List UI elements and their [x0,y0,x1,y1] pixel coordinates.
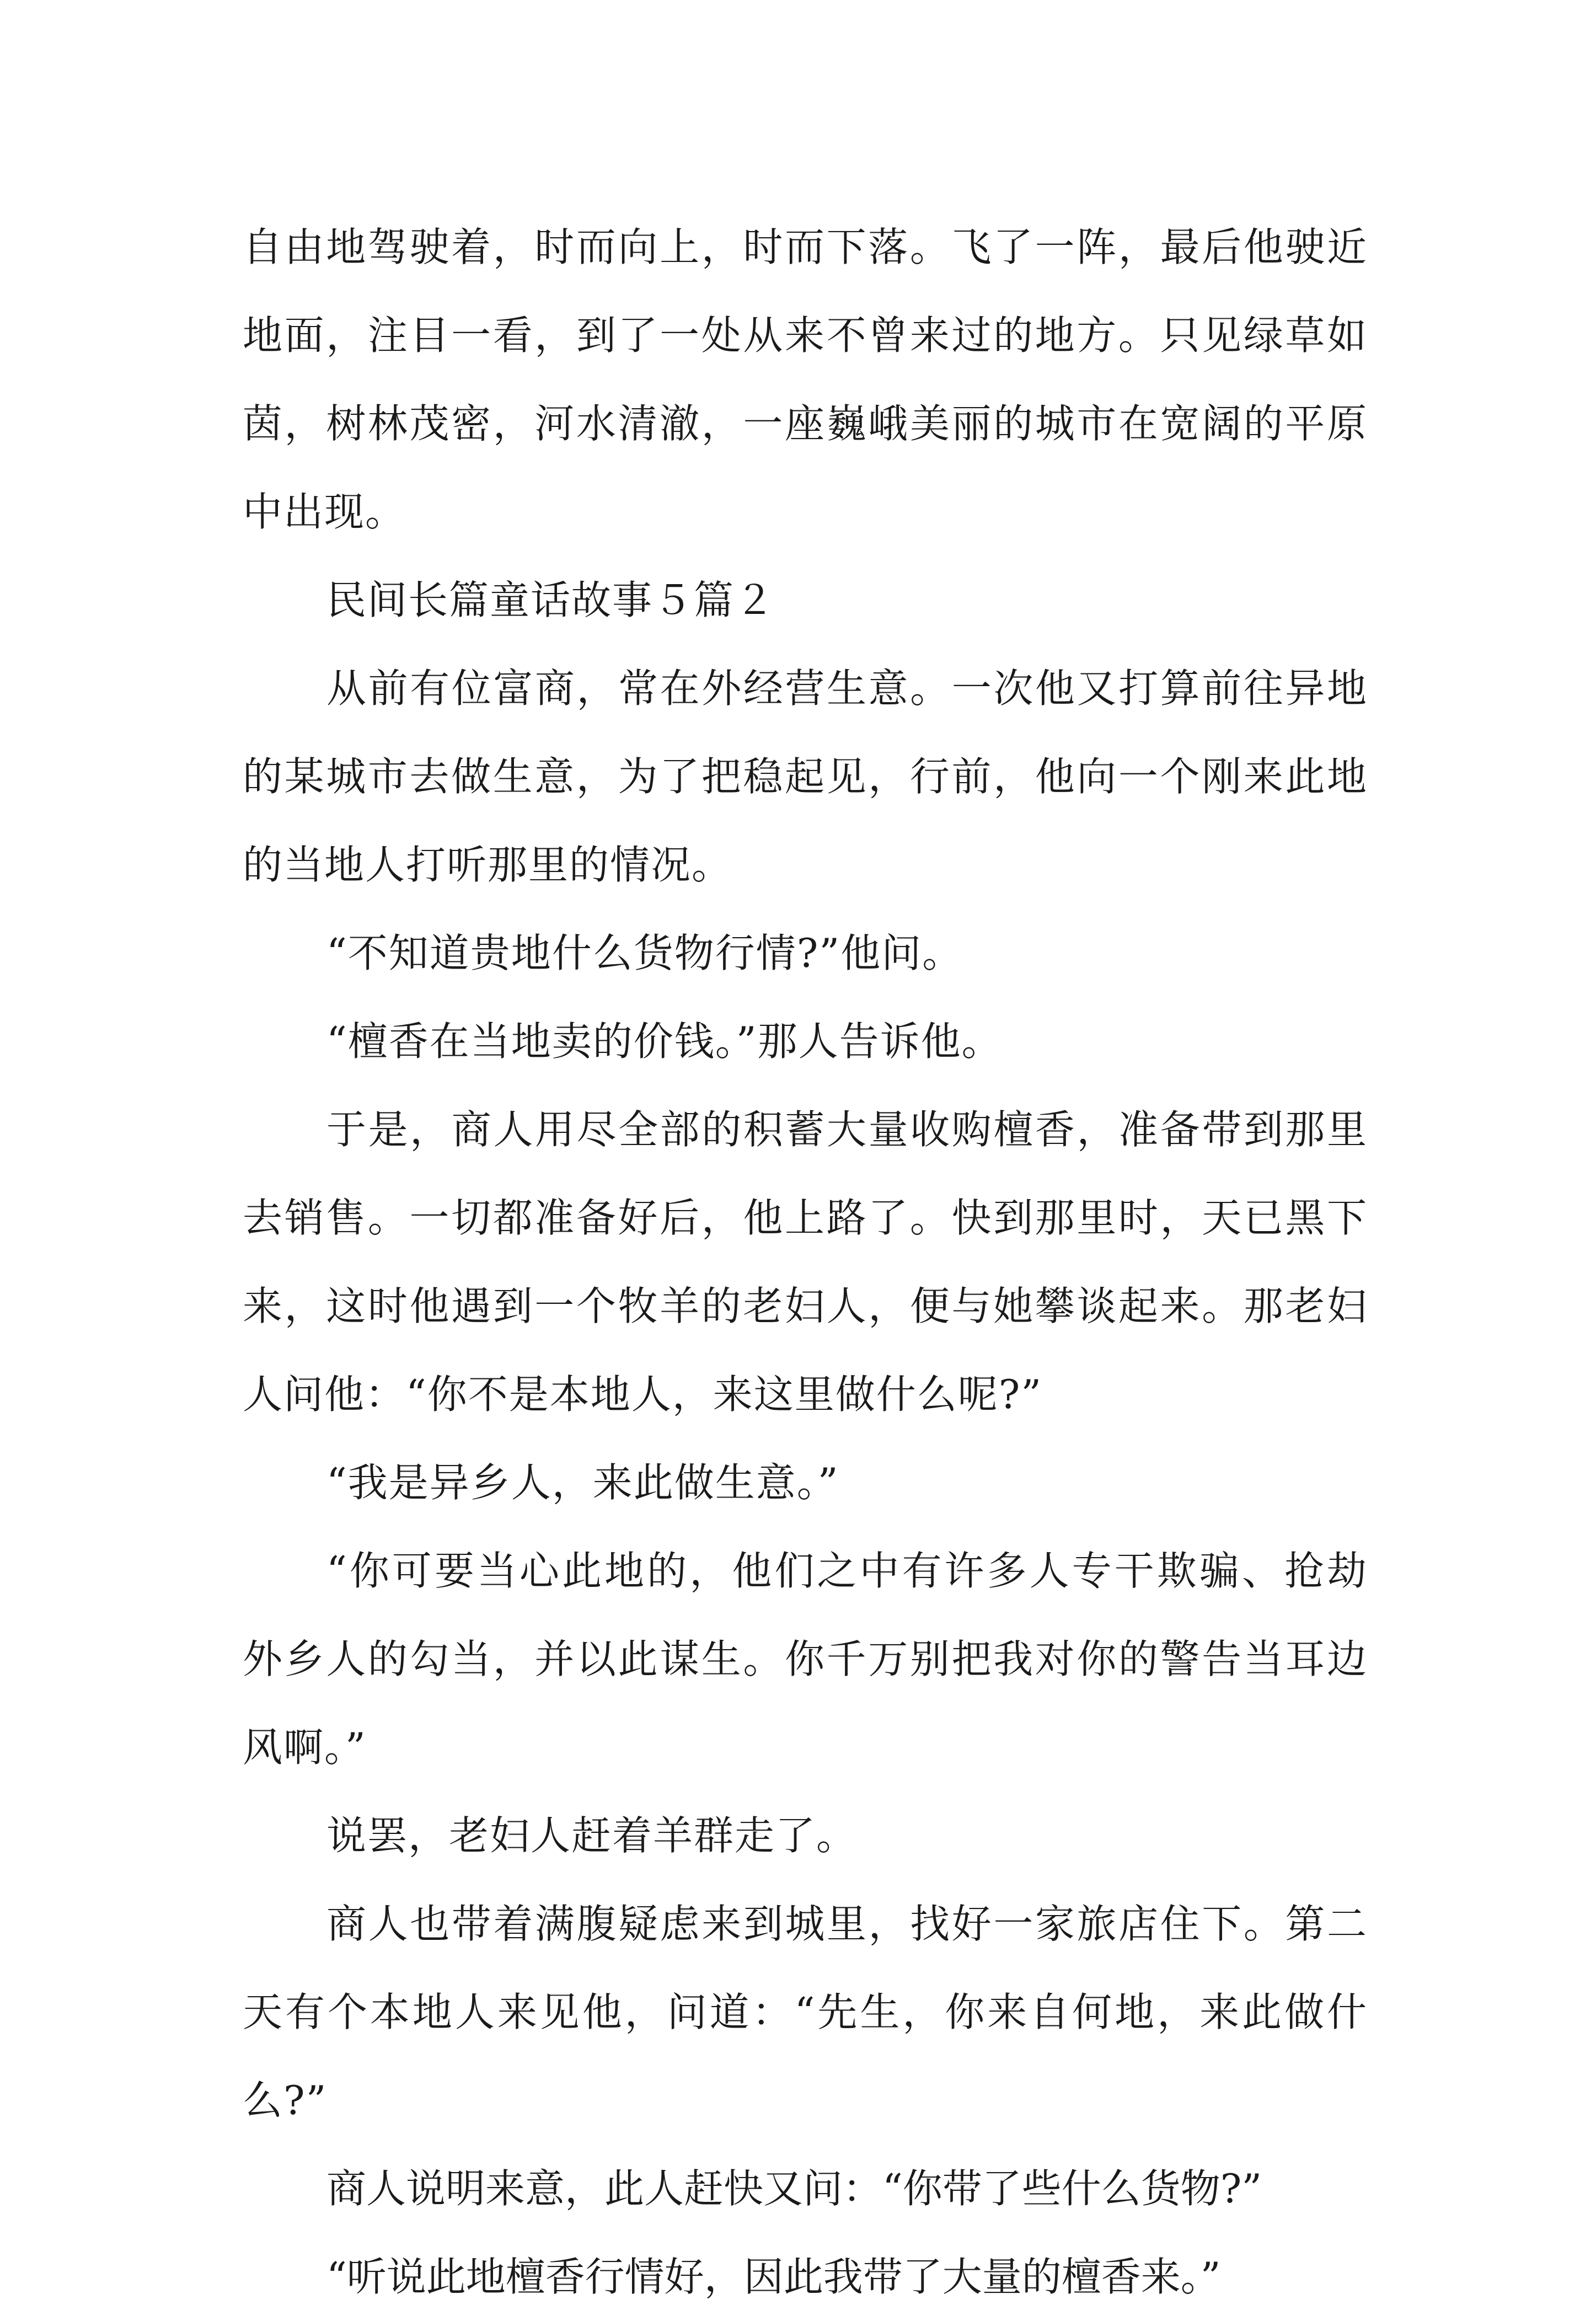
paragraph: 从前有位富商，常在外经营生意。一次他又打算前往异地的某城市去做生意，为了把稳起见，行前，他向一个刚来此地的当地人打听那里的情况。 [243,665,1368,888]
paragraph: “你可要当心此地的，他们之中有许多人专干欺骗、抢劫外乡人的勾当，并以此谋生。你千万别把我对你的警告当耳边风啊。” [243,1548,1368,1771]
paragraph: 商人也带着满腹疑虑来到城里，找好一家旅店住下。第二天有个本地人来见他，问道：“先生，你来自何地，来此做什么?” [243,1901,1368,2124]
paragraph: “不知道贵地什么货物行情?”他问。 [326,930,963,976]
section-heading: 民间长篇童话故事５篇２ [326,577,776,623]
paragraph: 说罢，老妇人赶着羊群走了。 [326,1812,858,1859]
paragraph: “听说此地檀香行情好，因此我带了大量的檀香来。” [326,2254,1221,2300]
paragraph: “我是异乡人，来此做生意。” [326,1459,839,1506]
document-body [243,203,1368,2321]
paragraph: 于是，商人用尽全部的积蓄大量收购檀香，准备带到那里去销售。一切都准备好后，他上路了。快到那里时，天已黑下来，这时他遇到一个牧羊的老妇人，便与她攀谈起来。那老妇人问他：“你不是本地人，来这里做什么呢?” [243,1106,1368,1418]
paragraph: “檀香在当地卖的价钱。”那人告诉他。 [326,1018,1003,1065]
paragraph: 商人说明来意，此人赶快又问：“你带了些什么货物?” [326,2165,1262,2212]
paragraph-continuation: 自由地驾驶着，时而向上，时而下落。飞了一阵，最后他驶近地面，注目一看，到了一处从来不曾来过的地方。只见绿草如茵，树林茂密，河水清澈，一座巍峨美丽的城市在宽阔的平原中出现。 [243,224,1368,535]
